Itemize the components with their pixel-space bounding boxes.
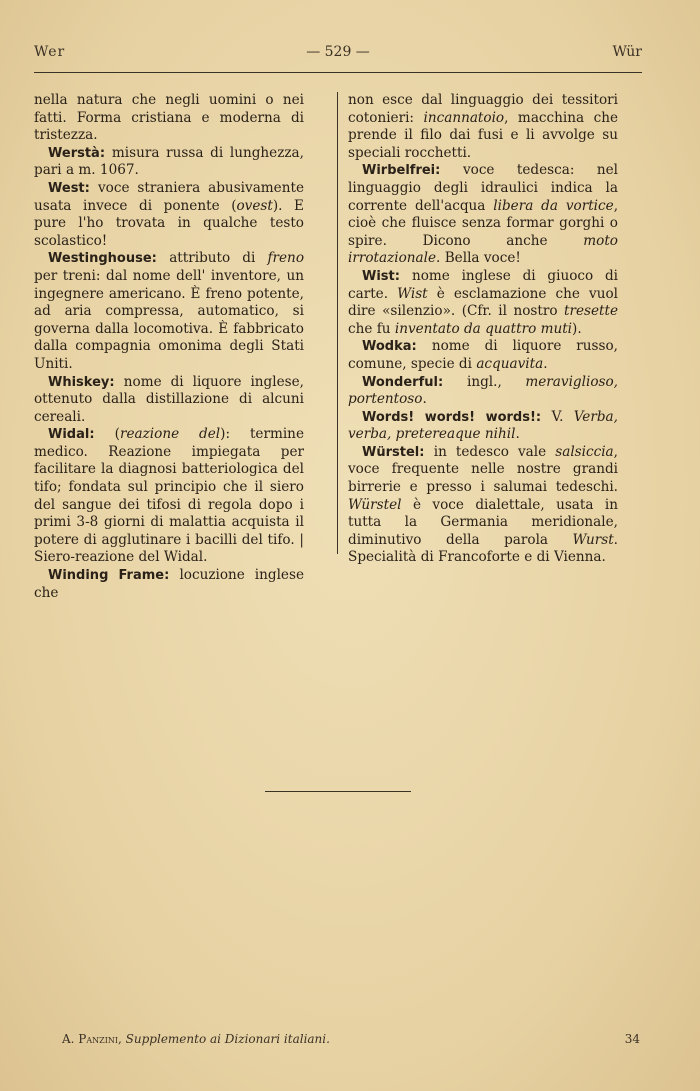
entry-continuation	[34, 92, 304, 145]
entry-text: è esclamazione che vuol dire «silenzio». (Cfr. il nostro	[348, 285, 618, 320]
headword-separator: :	[435, 163, 463, 179]
dictionary-entry	[34, 426, 304, 567]
entry-text: nome di liquore inglese, ottenuto dalla distillazione di alcuni cereali.	[34, 373, 304, 425]
entry-italic-text: freno	[267, 250, 304, 267]
dictionary-entry	[34, 250, 304, 373]
entry-text: , cioè che fluisce senza formar gorghi o spire. Dicono anche	[348, 197, 619, 249]
entry-headword: West	[48, 180, 85, 196]
entry-text: ): termine medico. Reazione impiegata per facilitare la diagnosi batteriologica del tifo; fondata sul principio che il siero del sangue dei tifosi di regola dopo i primi 3-8 giorni di malattia acquista il potere di agglutinare i bacilli del tifo. | Siero-reazione del Widal.	[34, 426, 304, 566]
headword-separator: :	[84, 180, 98, 196]
left-column	[34, 92, 304, 602]
entry-italic-text: acquavita	[476, 355, 544, 372]
entry-headword: Wonderful	[362, 374, 438, 390]
dictionary-entry	[348, 409, 618, 444]
dictionary-entry	[34, 374, 304, 427]
headword-separator: :	[99, 145, 112, 161]
entry-italic-text: Wist	[397, 285, 428, 302]
entry-headword: Wodka	[362, 339, 412, 355]
dictionary-entry	[34, 145, 304, 180]
footer-signature: 34	[624, 1032, 640, 1046]
dictionary-entry	[34, 567, 304, 602]
entry-headword: Wirbelfrei	[362, 163, 436, 179]
entry-italic-text: tresette	[564, 303, 618, 320]
headword-separator: :	[411, 339, 432, 355]
footer-title: Supplemento ai Dizionari italiani.	[125, 1032, 330, 1046]
entry-text: che fu	[348, 320, 395, 337]
entry-text: ingl.,	[466, 373, 526, 390]
entry-headword: Westinghouse	[48, 251, 152, 267]
entry-italic-text: moto irrotazionale	[348, 232, 618, 267]
headword-separator: :	[164, 568, 180, 584]
dictionary-entry	[34, 180, 304, 250]
entry-text: (	[114, 426, 120, 443]
header-left-guideword: Wer	[34, 44, 66, 60]
entry-text: misura russa di lunghezza, pari a m. 1067.	[34, 144, 304, 179]
entry-continuation	[348, 92, 618, 162]
entry-text: .	[515, 426, 520, 443]
entry-headword: Würstel	[362, 444, 420, 460]
entry-text: per treni: dal nome dell' inventore, un ingegnere americano. È freno potente, ad aria compressa, automatico, si governa dalla locomotiva. È fabbricato dalla compagnia omonima degli Stati Uniti.	[34, 267, 304, 372]
entry-italic-text: Wurst	[572, 531, 614, 548]
entry-text: .	[543, 355, 548, 372]
header-right-guideword: Wür	[612, 44, 642, 60]
entry-text: attributo di	[169, 250, 268, 267]
column-divider	[337, 92, 338, 554]
entry-text: è voce dialettale, usata in tutta la Germania meridionale, diminutivo della parola	[348, 496, 618, 548]
entry-text: . Bella voce!	[436, 250, 521, 267]
entry-italic-text: Würstel	[348, 496, 402, 513]
running-header	[34, 44, 642, 64]
entry-text: nella natura che negli uomini o nei fatti. Forma cristiana e moderna di tristezza.	[34, 92, 304, 144]
section-end-rule	[265, 791, 411, 792]
entry-text: .	[422, 391, 427, 408]
entry-headword: Werstà	[48, 145, 100, 161]
footer-citation	[62, 1032, 330, 1046]
entry-text: nome inglese di giuoco di carte.	[348, 267, 618, 302]
entry-headword: Widal	[48, 427, 90, 443]
dictionary-entry	[348, 268, 618, 338]
entry-text: voce tedesca: nel linguaggio degli idraulici indica la corrente dell'acqua	[348, 162, 618, 214]
entry-text: , macchina che prende il filo dai fusi e li avvolge su speciali rocchetti.	[348, 109, 618, 161]
entry-italic-text: libera da vortice	[493, 197, 614, 214]
entry-text: . Specialità di Francoforte e di Vienna.	[348, 531, 618, 566]
right-column	[348, 92, 618, 567]
entry-text: locuzione inglese che	[34, 567, 304, 601]
entry-italic-text: salsiccia	[555, 443, 614, 460]
entry-text: , voce frequente nelle nostre grandi birrerie e presso i salumai tedeschi.	[348, 443, 618, 496]
entry-text: voce straniera abusivamente usata invece di ponente (	[34, 179, 304, 214]
page-number: — 529 —	[306, 44, 370, 60]
entry-headword: Whiskey	[48, 374, 110, 390]
page-footer	[62, 1032, 640, 1050]
entry-text: in tedesco vale	[433, 443, 556, 460]
entry-italic-text: Verba, verba, pretereaque nihil	[348, 408, 618, 443]
dictionary-entry	[348, 162, 618, 268]
entry-text: ).	[572, 320, 582, 337]
entry-italic-text: meraviglioso, portentoso	[348, 373, 618, 408]
header-rule	[34, 72, 642, 73]
entry-italic-text: reazione del	[119, 426, 221, 443]
headword-separator: :	[394, 268, 412, 284]
entry-italic-text: inventato da quattro muti	[394, 320, 573, 337]
entry-italic-text: incannatoio	[423, 109, 505, 126]
entry-text: nome di liquore russo, comune, specie di	[348, 338, 618, 372]
dictionary-entry	[348, 338, 618, 373]
entry-headword: Winding Frame	[48, 568, 165, 584]
headword-separator: :	[437, 374, 467, 390]
headword-separator: :	[89, 427, 115, 443]
entry-headword: Wist	[362, 268, 395, 284]
entry-text: non esce dal linguaggio dei tessitori cotonieri:	[348, 92, 618, 126]
entry-italic-text: ovest	[236, 197, 273, 214]
headword-separator: :	[535, 409, 552, 425]
footer-author: A. Panzini,	[62, 1032, 122, 1046]
entry-text: V.	[551, 408, 574, 425]
dictionary-entry	[348, 374, 618, 409]
dictionary-entry	[348, 444, 618, 567]
headword-separator: :	[151, 251, 170, 267]
entry-text: ). E pure l'ho trovata in qualche testo scolastico!	[34, 197, 304, 249]
entry-headword: Words! words! words!	[362, 409, 536, 425]
headword-separator: :	[109, 374, 124, 390]
headword-separator: :	[419, 444, 434, 460]
